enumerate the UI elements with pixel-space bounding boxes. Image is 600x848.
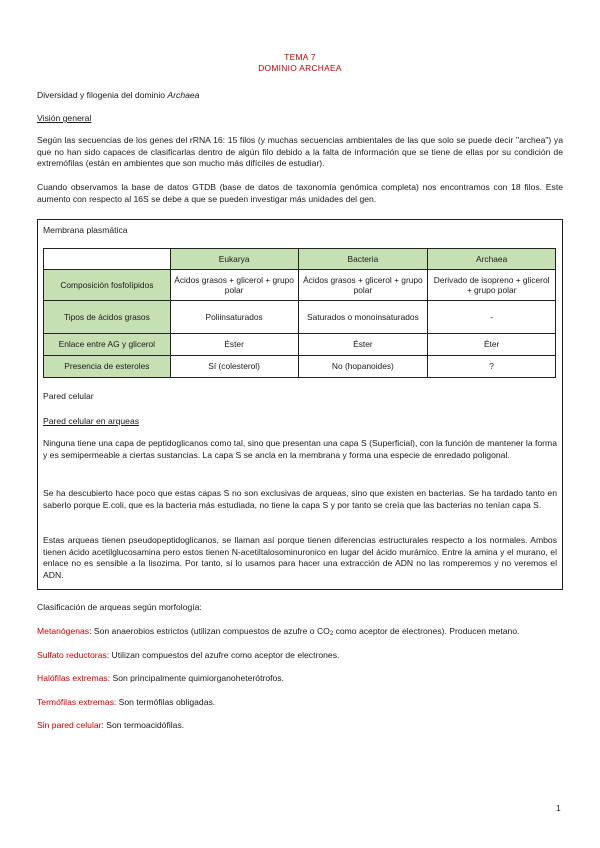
page-number: 1 [556, 803, 561, 813]
membrane-title: Membrana plasmática [43, 225, 128, 235]
table-cell: Éter [428, 334, 556, 356]
item-term: Termófilas extremas [37, 697, 114, 707]
row-header: Enlace entre AG y glicerol [44, 334, 171, 356]
wall-title: Pared celular [43, 391, 94, 401]
table-row [44, 270, 556, 301]
row-header: Presencia de esteroles [44, 356, 171, 378]
item-term: Halófilas extremas [37, 673, 108, 683]
item-term: Sin pared celular [37, 720, 102, 730]
subtitle-emphasis: Archaea [167, 90, 200, 100]
topic-number: TEMA 7 [284, 52, 316, 62]
table-corner [44, 249, 171, 270]
item-term: Metanógenas [37, 626, 90, 636]
membrane-table [43, 248, 556, 378]
membrane-box [37, 219, 563, 590]
table-cell: Poliinsaturados [170, 301, 298, 334]
table-cell: Éster [170, 334, 298, 356]
table-cell: - [428, 301, 556, 334]
table-row [44, 356, 556, 378]
table-cell: Éster [298, 334, 428, 356]
paragraph-gtdb: Cuando observamos la base de datos GTDB (base de datos de taxonomía genómica completa) nos encontramos con 18 filos. Este aumento con respecto al 16S se debe a que se pueden investigar más unidades del gen. [37, 182, 563, 204]
row-header: Composición fosfolípidos [44, 270, 171, 301]
table-cell: ? [428, 356, 556, 378]
overview-heading: Visión general [37, 113, 92, 123]
table-cell: Ácidos grasos + glicerol + grupo polar [298, 270, 428, 301]
table-cell: Saturados o monoinsaturados [298, 301, 428, 334]
table-cell: Derivado de isopreno + glicerol + grupo polar [428, 270, 556, 301]
document-header [0, 52, 600, 74]
wall-subheading: Pared celular en arqueas [43, 416, 140, 426]
table-cell: No (hopanoides) [298, 356, 428, 378]
table-row [44, 334, 556, 356]
item-term: Sulfato reductoras [37, 650, 107, 660]
table-cell: Ácidos grasos + glicerol + grupo polar [170, 270, 298, 301]
classification-item-halofilas: Halófilas extremas: Son principalmente quimiorganoheterótrofos. [37, 673, 284, 683]
table-row [44, 301, 556, 334]
topic-title: DOMINIO ARCHAEA [258, 62, 342, 73]
row-header: Tipos de ácidos grasos [44, 301, 171, 334]
wall-paragraph-bacteria: Se ha descubierto hace poco que estas capas S no son exclusivas de arqueas, sino que existen en bacterias. Se ha tardado tanto en saberlo porque E.coli, que es la bacteria más estudiada, no tiene la capa S y por tanto se creía que las bacterias no tenían capa S. [43, 488, 557, 510]
wall-paragraph-s-layer: Ninguna tiene una capa de peptidoglicanos como tal, sino que presentan una capa S (Superficial), con la función de mantener la forma y es semipermeable a ciertas sustancias. La capa S se ancla en la membrana y forma una especie de enredado poligonal. [43, 438, 557, 460]
col-header-bacteria: Bacteria [298, 249, 428, 270]
classification-item-termofilas: Termófilas extremas: Son termófilas obligadas. [37, 697, 216, 707]
classification-item-sulfato: Sulfato reductoras: Utilizan compuestos del azufre como aceptor de electrones. [37, 650, 340, 660]
col-header-archaea: Archaea [428, 249, 556, 270]
paragraph-rrna: Según las secuencias de los genes del rRNA 16: 15 filos (y muchas secuencias ambientales de las que solo se puede decir "archea") ya que no han sido capaces de clasificarlas dentro de algún filo debido a la falta de información que se tiene de ellas por su condición de extremófilas (están en ambientes que son mucho más difíciles de estudiar). [37, 135, 563, 169]
section-subtitle: Diversidad y filogenia del dominio Archaea [37, 90, 200, 100]
classification-item-sin-pared: Sin pared celular: Son termoacidófilas. [37, 720, 185, 730]
table-cell: Sí (colesterol) [170, 356, 298, 378]
col-header-eukarya: Eukarya [170, 249, 298, 270]
classification-heading: Clasificación de arqueas según morfología: [37, 602, 202, 612]
classification-item-metanogenas: Metanógenas: Son anaerobios estrictos (utilizan compuestos de azufre o $CO_2$ como aceptor de electrones). Producen metano. [37, 626, 520, 637]
wall-paragraph-pseudopeptidoglycan: Estas arqueas tienen pseudopeptidoglicanos, se llaman así porque tienen diferencias estructurales respecto a los normales. Ambos tienen ácido acetilglucosamina pero estos tienen N-acetiltalosominuronico en lugar del ácido murámico. Entre la amina y el murano, el enlace no es sensible a la lisozima. Por tanto, si lo usamos para hacer una extracción de ADN no las romperemos y no veremos el ADN. [43, 535, 557, 580]
